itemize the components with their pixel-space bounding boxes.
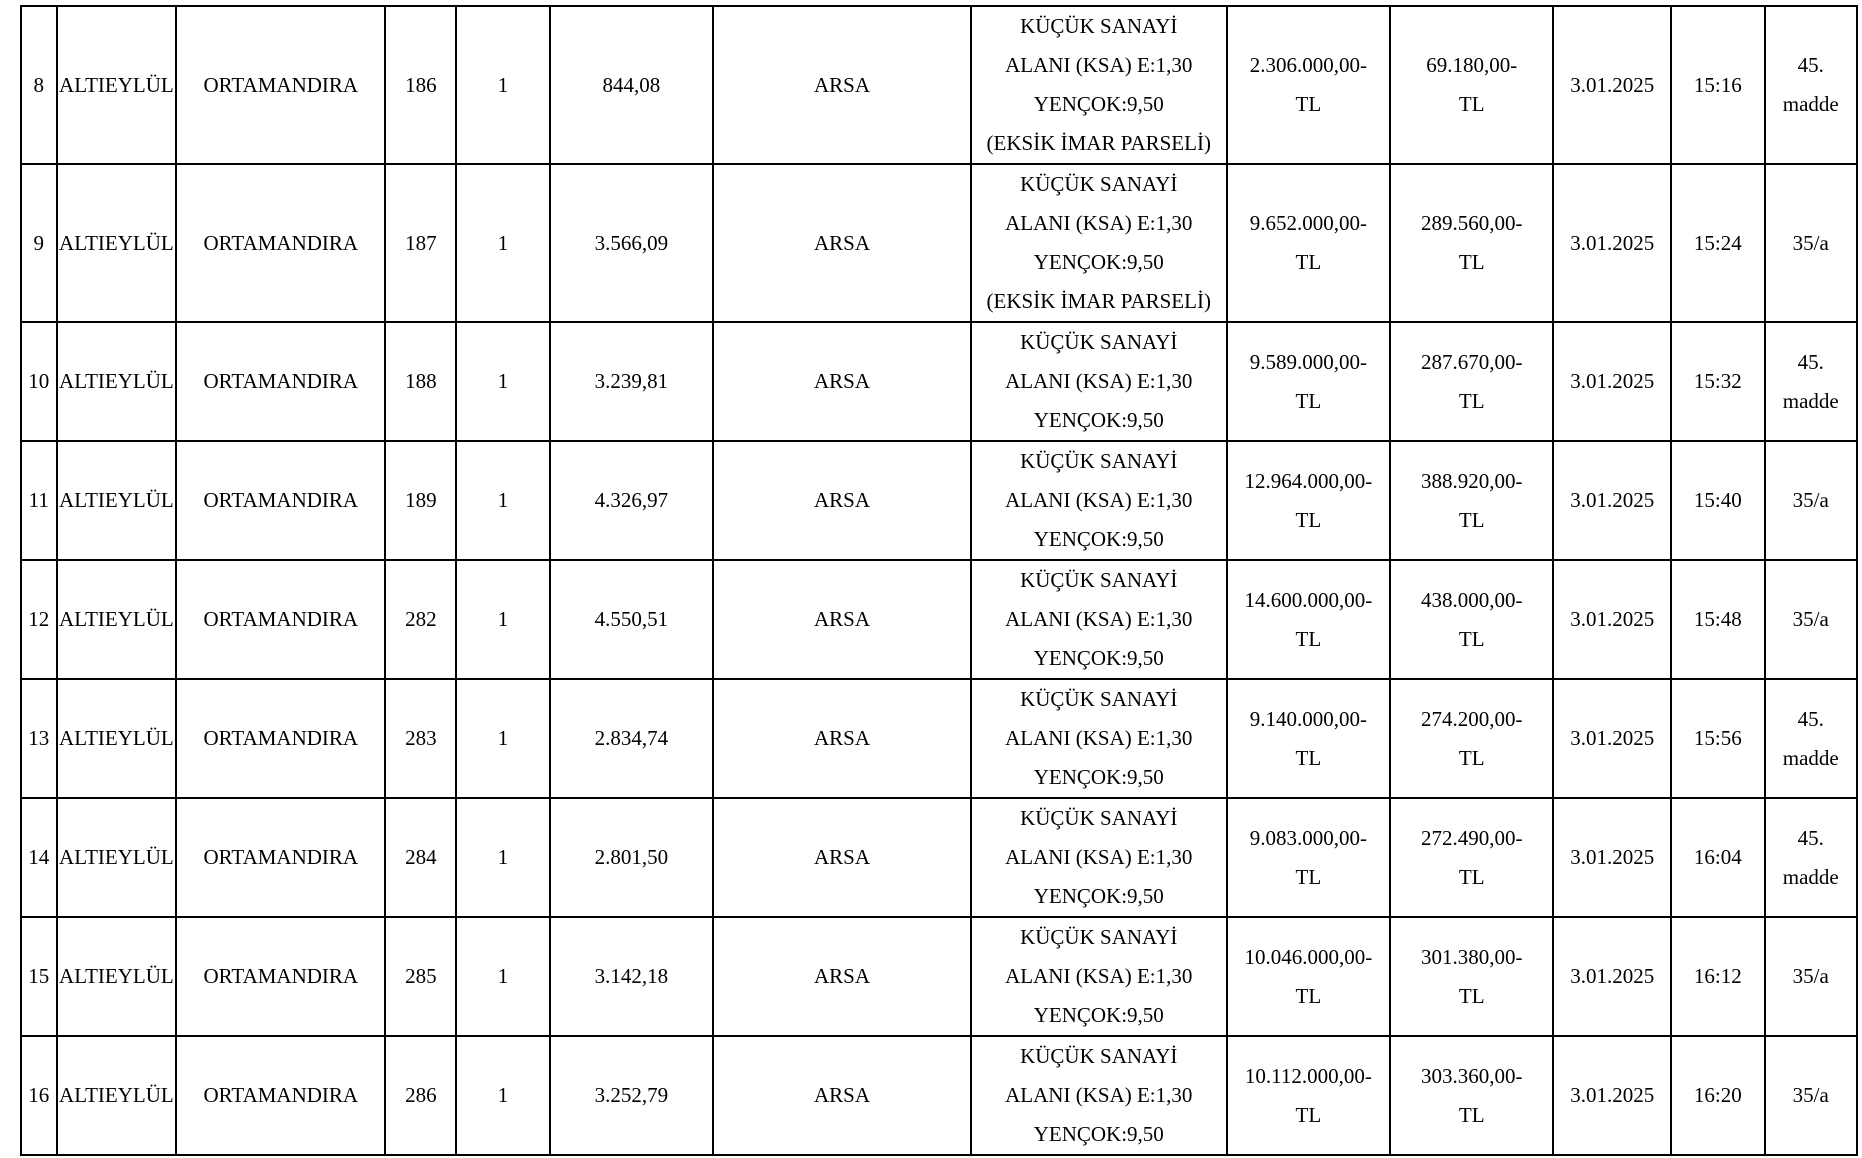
deposit-line: TL — [1458, 864, 1485, 889]
deposit-line: 274.200,00- — [1420, 706, 1523, 731]
article-line: 35/a — [1792, 964, 1829, 988]
deposit-line: TL — [1458, 983, 1485, 1008]
zoning-cell — [971, 6, 1227, 164]
neighborhood-cell: ORTAMANDIRA — [176, 1036, 385, 1155]
deposit-line: 69.180,00- — [1426, 53, 1518, 77]
table-row — [21, 6, 1857, 164]
area-cell: 2.834,74 — [550, 679, 713, 798]
table-row — [21, 560, 1857, 679]
auction-table — [20, 5, 1858, 1156]
article-cell — [1765, 322, 1858, 441]
property-type-cell: ARSA — [713, 679, 971, 798]
row-number-cell: 14 — [21, 798, 57, 917]
deposit-line: TL — [1458, 626, 1485, 651]
table-row — [21, 917, 1857, 1036]
table-row — [21, 164, 1857, 322]
block-cell: 187 — [385, 164, 456, 322]
zoning-line: ALANI (KSA) E:1,30 — [1005, 726, 1193, 750]
zoning-line: KÜÇÜK SANAYİ — [1020, 568, 1178, 592]
time-cell: 15:16 — [1671, 6, 1764, 164]
date-cell: 3.01.2025 — [1553, 6, 1671, 164]
parcel-cell: 1 — [456, 917, 549, 1036]
price-line: TL — [1295, 388, 1322, 413]
row-number-cell: 9 — [21, 164, 57, 322]
time-cell: 15:56 — [1671, 679, 1764, 798]
date-cell: 3.01.2025 — [1553, 679, 1671, 798]
zoning-line: ALANI (KSA) E:1,30 — [1005, 1083, 1193, 1107]
table-row — [21, 441, 1857, 560]
block-cell: 284 — [385, 798, 456, 917]
price-line: 9.140.000,00- — [1249, 706, 1367, 731]
zoning-line: YENÇOK:9,50 — [1033, 527, 1164, 551]
price-cell — [1227, 917, 1390, 1036]
zoning-line: YENÇOK:9,50 — [1033, 250, 1164, 274]
property-type-cell: ARSA — [713, 441, 971, 560]
article-cell — [1765, 798, 1858, 917]
article-line: 45. — [1797, 53, 1824, 77]
block-cell: 189 — [385, 441, 456, 560]
table-row — [21, 798, 1857, 917]
zoning-line: KÜÇÜK SANAYİ — [1020, 1044, 1178, 1068]
zoning-line: YENÇOK:9,50 — [1033, 1122, 1164, 1146]
price-cell — [1227, 679, 1390, 798]
row-number-cell: 13 — [21, 679, 57, 798]
zoning-line: ALANI (KSA) E:1,30 — [1005, 369, 1193, 393]
date-cell: 3.01.2025 — [1553, 1036, 1671, 1155]
price-cell — [1227, 1036, 1390, 1155]
price-cell — [1227, 6, 1390, 164]
area-cell: 3.566,09 — [550, 164, 713, 322]
article-line: 35/a — [1792, 230, 1829, 255]
zoning-cell — [971, 917, 1227, 1036]
property-type-cell: ARSA — [713, 798, 971, 917]
parcel-cell: 1 — [456, 164, 549, 322]
deposit-line: 388.920,00- — [1420, 468, 1523, 493]
price-line: 14.600.000,00- — [1244, 587, 1373, 612]
property-type-cell: ARSA — [713, 164, 971, 322]
property-type-cell: ARSA — [713, 917, 971, 1036]
zoning-line: KÜÇÜK SANAYİ — [1020, 172, 1178, 196]
zoning-line: YENÇOK:9,50 — [1033, 646, 1164, 670]
area-cell: 3.239,81 — [550, 322, 713, 441]
deposit-cell — [1390, 6, 1553, 164]
row-number-cell: 10 — [21, 322, 57, 441]
price-line: TL — [1295, 983, 1322, 1008]
block-cell: 285 — [385, 917, 456, 1036]
deposit-cell — [1390, 917, 1553, 1036]
zoning-cell — [971, 322, 1227, 441]
parcel-cell: 1 — [456, 679, 549, 798]
zoning-line: ALANI (KSA) E:1,30 — [1005, 211, 1193, 235]
price-line: TL — [1295, 1102, 1322, 1127]
district-cell: ALTIEYLÜL — [57, 441, 177, 560]
block-cell: 283 — [385, 679, 456, 798]
table-row — [21, 1036, 1857, 1155]
property-type-cell: ARSA — [713, 322, 971, 441]
article-line: madde — [1782, 388, 1839, 413]
time-cell: 16:20 — [1671, 1036, 1764, 1155]
deposit-line: TL — [1458, 250, 1485, 274]
block-cell: 282 — [385, 560, 456, 679]
article-line: 45. — [1797, 349, 1824, 374]
zoning-line: ALANI (KSA) E:1,30 — [1005, 964, 1193, 988]
deposit-line: TL — [1458, 745, 1485, 770]
parcel-cell: 1 — [456, 322, 549, 441]
article-line: 45. — [1797, 825, 1824, 850]
zoning-line: YENÇOK:9,50 — [1033, 765, 1164, 789]
deposit-cell — [1390, 560, 1553, 679]
article-line: 35/a — [1792, 1083, 1829, 1107]
neighborhood-cell: ORTAMANDIRA — [176, 441, 385, 560]
zoning-cell — [971, 679, 1227, 798]
zoning-line: (EKSİK İMAR PARSELİ) — [986, 289, 1211, 313]
article-cell — [1765, 560, 1858, 679]
neighborhood-cell: ORTAMANDIRA — [176, 917, 385, 1036]
price-line: 12.964.000,00- — [1244, 468, 1373, 493]
zoning-line: KÜÇÜK SANAYİ — [1020, 806, 1178, 830]
article-line: 35/a — [1792, 488, 1829, 512]
article-line: madde — [1782, 864, 1839, 889]
neighborhood-cell: ORTAMANDIRA — [176, 6, 385, 164]
zoning-cell — [971, 798, 1227, 917]
parcel-cell: 1 — [456, 1036, 549, 1155]
district-cell: ALTIEYLÜL — [57, 917, 177, 1036]
zoning-cell — [971, 1036, 1227, 1155]
deposit-line: TL — [1458, 92, 1485, 116]
deposit-line: 303.360,00- — [1420, 1063, 1523, 1088]
district-cell: ALTIEYLÜL — [57, 560, 177, 679]
neighborhood-cell: ORTAMANDIRA — [176, 798, 385, 917]
zoning-line: YENÇOK:9,50 — [1033, 92, 1164, 116]
price-cell — [1227, 164, 1390, 322]
deposit-line: TL — [1458, 388, 1485, 413]
price-line: TL — [1295, 864, 1322, 889]
zoning-cell — [971, 560, 1227, 679]
deposit-line: 301.380,00- — [1420, 944, 1523, 969]
zoning-line: YENÇOK:9,50 — [1033, 884, 1164, 908]
deposit-line: 272.490,00- — [1420, 825, 1523, 850]
district-cell: ALTIEYLÜL — [57, 322, 177, 441]
time-cell: 15:40 — [1671, 441, 1764, 560]
price-line: 10.112.000,00- — [1244, 1063, 1372, 1088]
deposit-cell — [1390, 441, 1553, 560]
price-line: 10.046.000,00- — [1244, 944, 1373, 969]
price-line: TL — [1295, 507, 1322, 532]
area-cell: 4.550,51 — [550, 560, 713, 679]
date-cell: 3.01.2025 — [1553, 798, 1671, 917]
zoning-cell — [971, 164, 1227, 322]
row-number-cell: 8 — [21, 6, 57, 164]
area-cell: 844,08 — [550, 6, 713, 164]
parcel-cell: 1 — [456, 560, 549, 679]
property-type-cell: ARSA — [713, 1036, 971, 1155]
block-cell: 286 — [385, 1036, 456, 1155]
price-line: TL — [1295, 626, 1322, 651]
deposit-line: 289.560,00- — [1420, 211, 1523, 235]
price-line: 9.083.000,00- — [1249, 825, 1367, 850]
deposit-cell — [1390, 1036, 1553, 1155]
block-cell: 188 — [385, 322, 456, 441]
table-row — [21, 679, 1857, 798]
price-line: TL — [1295, 745, 1322, 770]
area-cell: 3.252,79 — [550, 1036, 713, 1155]
article-line: madde — [1782, 745, 1839, 770]
neighborhood-cell: ORTAMANDIRA — [176, 322, 385, 441]
district-cell: ALTIEYLÜL — [57, 6, 177, 164]
price-line: 9.652.000,00- — [1249, 211, 1367, 235]
zoning-line: KÜÇÜK SANAYİ — [1020, 449, 1178, 473]
auction-table-container — [20, 5, 1858, 1156]
parcel-cell: 1 — [456, 798, 549, 917]
price-cell — [1227, 322, 1390, 441]
table-row — [21, 322, 1857, 441]
area-cell: 3.142,18 — [550, 917, 713, 1036]
zoning-line: KÜÇÜK SANAYİ — [1020, 925, 1178, 949]
zoning-line: KÜÇÜK SANAYİ — [1020, 687, 1178, 711]
row-number-cell: 16 — [21, 1036, 57, 1155]
deposit-line: 438.000,00- — [1420, 587, 1523, 612]
time-cell: 16:04 — [1671, 798, 1764, 917]
deposit-cell — [1390, 164, 1553, 322]
area-cell: 4.326,97 — [550, 441, 713, 560]
time-cell: 15:24 — [1671, 164, 1764, 322]
district-cell: ALTIEYLÜL — [57, 679, 177, 798]
article-cell — [1765, 164, 1858, 322]
article-line: madde — [1782, 92, 1839, 116]
date-cell: 3.01.2025 — [1553, 441, 1671, 560]
property-type-cell: ARSA — [713, 560, 971, 679]
parcel-cell: 1 — [456, 6, 549, 164]
district-cell: ALTIEYLÜL — [57, 1036, 177, 1155]
article-cell — [1765, 441, 1858, 560]
deposit-cell — [1390, 798, 1553, 917]
zoning-line: ALANI (KSA) E:1,30 — [1005, 488, 1193, 512]
article-cell — [1765, 1036, 1858, 1155]
article-line: 35/a — [1792, 607, 1829, 631]
price-line: TL — [1295, 92, 1322, 116]
zoning-line: YENÇOK:9,50 — [1033, 1003, 1164, 1027]
zoning-line: ALANI (KSA) E:1,30 — [1005, 845, 1193, 869]
price-line: 2.306.000,00- — [1249, 53, 1367, 77]
neighborhood-cell: ORTAMANDIRA — [176, 679, 385, 798]
district-cell: ALTIEYLÜL — [57, 164, 177, 322]
zoning-line: YENÇOK:9,50 — [1033, 408, 1164, 432]
block-cell: 186 — [385, 6, 456, 164]
price-line: TL — [1295, 250, 1322, 274]
zoning-line: ALANI (KSA) E:1,30 — [1005, 607, 1193, 631]
article-cell — [1765, 6, 1858, 164]
date-cell: 3.01.2025 — [1553, 560, 1671, 679]
price-cell — [1227, 798, 1390, 917]
price-line: 9.589.000,00- — [1249, 349, 1367, 374]
district-cell: ALTIEYLÜL — [57, 798, 177, 917]
time-cell: 16:12 — [1671, 917, 1764, 1036]
zoning-line: KÜÇÜK SANAYİ — [1020, 14, 1178, 38]
zoning-line: (EKSİK İMAR PARSELİ) — [986, 131, 1211, 155]
price-cell — [1227, 441, 1390, 560]
price-cell — [1227, 560, 1390, 679]
table-body — [21, 6, 1857, 1155]
article-cell — [1765, 679, 1858, 798]
zoning-line: ALANI (KSA) E:1,30 — [1005, 53, 1193, 77]
deposit-line: TL — [1458, 507, 1485, 532]
time-cell: 15:32 — [1671, 322, 1764, 441]
zoning-line: KÜÇÜK SANAYİ — [1020, 330, 1178, 354]
parcel-cell: 1 — [456, 441, 549, 560]
deposit-cell — [1390, 679, 1553, 798]
zoning-cell — [971, 441, 1227, 560]
date-cell: 3.01.2025 — [1553, 322, 1671, 441]
row-number-cell: 11 — [21, 441, 57, 560]
time-cell: 15:48 — [1671, 560, 1764, 679]
date-cell: 3.01.2025 — [1553, 917, 1671, 1036]
area-cell: 2.801,50 — [550, 798, 713, 917]
article-cell — [1765, 917, 1858, 1036]
neighborhood-cell: ORTAMANDIRA — [176, 164, 385, 322]
row-number-cell: 15 — [21, 917, 57, 1036]
deposit-line: TL — [1458, 1102, 1485, 1127]
row-number-cell: 12 — [21, 560, 57, 679]
neighborhood-cell: ORTAMANDIRA — [176, 560, 385, 679]
property-type-cell: ARSA — [713, 6, 971, 164]
deposit-line: 287.670,00- — [1420, 349, 1523, 374]
deposit-cell — [1390, 322, 1553, 441]
date-cell: 3.01.2025 — [1553, 164, 1671, 322]
article-line: 45. — [1797, 706, 1824, 731]
